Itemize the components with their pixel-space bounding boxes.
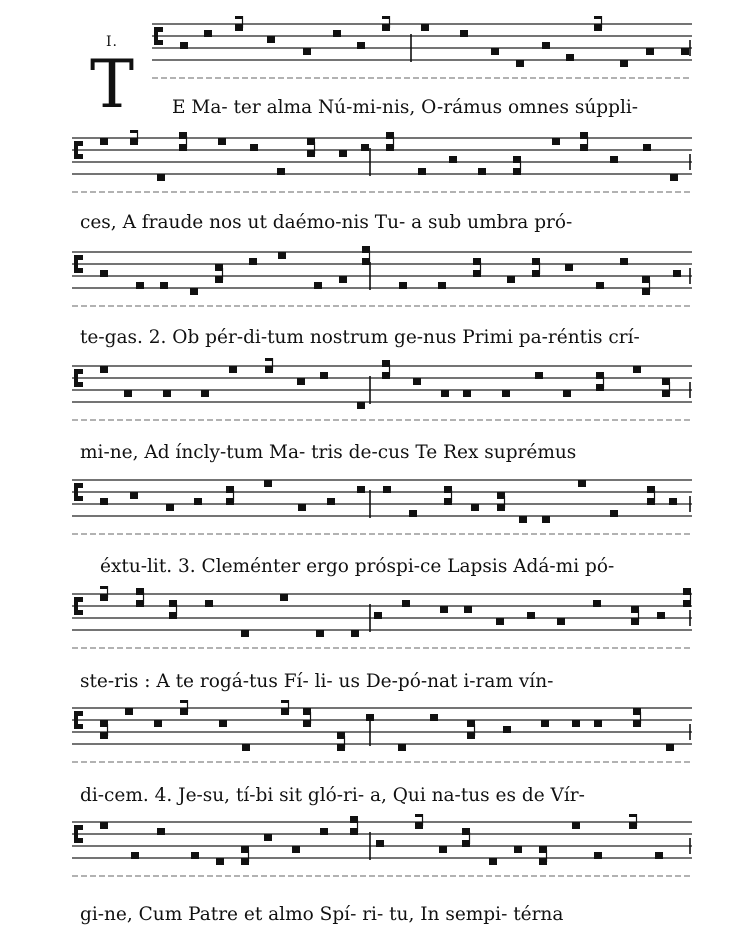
lyric-line-4: mi-ne, Ad íncly-tum Ma- tris de-cus Te Rex suprémus bbox=[80, 442, 577, 463]
neume bbox=[130, 492, 138, 499]
lyric-line-6: ste-ris : A te rogá-tus Fí- li- us De-pó-nat i-ram vín- bbox=[80, 671, 554, 692]
neume bbox=[205, 600, 213, 607]
neume bbox=[542, 516, 550, 523]
neume bbox=[382, 24, 390, 31]
lyric-line-7: di-cem. 4. Je-su, tí-bi sit gló-ri- a, Qui na-tus es de Vír- bbox=[80, 785, 585, 806]
neume bbox=[594, 852, 602, 859]
neume bbox=[666, 744, 674, 751]
staff-system-1 bbox=[0, 16, 740, 96]
neume bbox=[292, 846, 300, 853]
neume bbox=[669, 498, 677, 505]
neume bbox=[320, 828, 328, 835]
neume bbox=[180, 708, 188, 715]
neume bbox=[280, 594, 288, 601]
neume bbox=[532, 270, 540, 277]
neume bbox=[681, 48, 689, 55]
neume-stacked bbox=[337, 732, 345, 739]
neume bbox=[655, 852, 663, 859]
neume bbox=[327, 498, 335, 505]
neume bbox=[303, 720, 311, 727]
neume-stacked bbox=[629, 814, 637, 817]
neume bbox=[201, 390, 209, 397]
neume-stacked bbox=[462, 828, 470, 835]
neume-stacked bbox=[532, 258, 540, 265]
neume bbox=[514, 846, 522, 853]
neume bbox=[399, 282, 407, 289]
neume-stacked bbox=[136, 588, 144, 595]
neume bbox=[194, 498, 202, 505]
neume-stacked bbox=[303, 708, 311, 715]
neume bbox=[136, 600, 144, 607]
neume bbox=[281, 708, 289, 715]
neume bbox=[596, 282, 604, 289]
neume bbox=[516, 60, 524, 67]
neume bbox=[402, 600, 410, 607]
neume bbox=[593, 600, 601, 607]
neume bbox=[361, 144, 369, 151]
lyric-line-8: gi-ne, Cum Patre et almo Spí- ri- tu, In sempi- térna bbox=[80, 904, 564, 925]
neume-stacked bbox=[642, 276, 650, 283]
neume bbox=[430, 714, 438, 721]
staff-svg bbox=[0, 472, 740, 552]
neume bbox=[610, 510, 618, 517]
neume bbox=[620, 258, 628, 265]
neume bbox=[100, 270, 108, 277]
staff-svg bbox=[0, 130, 740, 210]
neume bbox=[563, 390, 571, 397]
neume bbox=[131, 852, 139, 859]
neume-stacked bbox=[539, 846, 547, 853]
neume bbox=[557, 618, 565, 625]
neume bbox=[572, 720, 580, 727]
neume bbox=[643, 144, 651, 151]
neume bbox=[277, 168, 285, 175]
neume bbox=[471, 504, 479, 511]
neume bbox=[215, 276, 223, 283]
neume bbox=[241, 858, 249, 865]
neume bbox=[351, 630, 359, 637]
neume bbox=[552, 138, 560, 145]
neume bbox=[163, 390, 171, 397]
neume bbox=[298, 504, 306, 511]
neume bbox=[541, 720, 549, 727]
neume bbox=[333, 30, 341, 37]
neume bbox=[507, 276, 515, 283]
staff-svg bbox=[0, 16, 740, 96]
lyric-line-5: éxtu-lit. 3. Cleménter ergo próspi-ce Lapsis Adá-mi pó- bbox=[100, 556, 615, 577]
neume bbox=[100, 498, 108, 505]
lyric-line-3: te-gas. 2. Ob pér-di-tum nostrum ge-nus Primi pa-réntis crí- bbox=[80, 327, 640, 348]
neume bbox=[631, 618, 639, 625]
neume-stacked bbox=[169, 600, 177, 607]
neume bbox=[219, 720, 227, 727]
neume-stacked bbox=[241, 846, 249, 853]
neume bbox=[473, 270, 481, 277]
neume-stacked bbox=[130, 130, 138, 133]
neume bbox=[578, 480, 586, 487]
neume-stacked bbox=[382, 16, 390, 19]
neume-stacked bbox=[497, 492, 505, 499]
neume bbox=[421, 24, 429, 31]
neume-stacked bbox=[594, 16, 602, 19]
neume bbox=[191, 852, 199, 859]
neume bbox=[462, 840, 470, 847]
neume-stacked bbox=[467, 720, 475, 727]
neume-stacked bbox=[633, 708, 641, 715]
neume bbox=[218, 138, 226, 145]
neume-stacked bbox=[382, 360, 390, 367]
neume bbox=[154, 720, 162, 727]
neume bbox=[418, 168, 426, 175]
neume bbox=[565, 264, 573, 271]
neume bbox=[320, 372, 328, 379]
neume bbox=[491, 48, 499, 55]
neume bbox=[513, 168, 521, 175]
neume bbox=[633, 366, 641, 373]
neume bbox=[502, 390, 510, 397]
neume bbox=[662, 390, 670, 397]
neume bbox=[100, 732, 108, 739]
staff-system-6 bbox=[0, 586, 740, 666]
neume-stacked bbox=[100, 586, 108, 589]
neume bbox=[633, 720, 641, 727]
neume bbox=[566, 54, 574, 61]
neume bbox=[130, 138, 138, 145]
neume bbox=[610, 156, 618, 163]
neume bbox=[226, 498, 234, 505]
neume bbox=[503, 726, 511, 733]
neume bbox=[409, 510, 417, 517]
neume bbox=[670, 174, 678, 181]
neume bbox=[303, 48, 311, 55]
neume bbox=[357, 402, 365, 409]
neume bbox=[535, 372, 543, 379]
neume-stacked bbox=[180, 700, 188, 703]
neume bbox=[339, 150, 347, 157]
neume bbox=[169, 612, 177, 619]
neume bbox=[673, 270, 681, 277]
neume bbox=[100, 138, 108, 145]
neume bbox=[297, 378, 305, 385]
neume bbox=[647, 498, 655, 505]
neume bbox=[160, 282, 168, 289]
neume bbox=[572, 822, 580, 829]
neume-stacked bbox=[647, 486, 655, 493]
neume bbox=[362, 258, 370, 265]
neume bbox=[441, 390, 449, 397]
neume bbox=[449, 156, 457, 163]
neume bbox=[386, 144, 394, 151]
neume bbox=[489, 858, 497, 865]
neume bbox=[580, 144, 588, 151]
neume bbox=[337, 744, 345, 751]
neume bbox=[204, 30, 212, 37]
neume bbox=[265, 366, 273, 373]
neume bbox=[267, 36, 275, 43]
neume bbox=[229, 366, 237, 373]
neume bbox=[316, 630, 324, 637]
neume bbox=[383, 486, 391, 493]
neume bbox=[278, 252, 286, 259]
neume-stacked bbox=[683, 588, 691, 595]
neume bbox=[527, 612, 535, 619]
neume bbox=[242, 744, 250, 751]
neume bbox=[157, 828, 165, 835]
neume-stacked bbox=[662, 378, 670, 385]
neume bbox=[357, 42, 365, 49]
staff-svg bbox=[0, 700, 740, 780]
neume bbox=[124, 390, 132, 397]
neume bbox=[250, 144, 258, 151]
staff-svg bbox=[0, 244, 740, 324]
neume bbox=[166, 504, 174, 511]
lyric-line-2: ces, A fraude nos ut daémo-nis Tu- a sub umbra pró- bbox=[80, 212, 573, 233]
neume-stacked bbox=[100, 720, 108, 727]
neume bbox=[642, 288, 650, 295]
staff-system-8 bbox=[0, 814, 740, 894]
neume bbox=[374, 612, 382, 619]
neume-stacked bbox=[444, 486, 452, 493]
neume-stacked bbox=[386, 132, 394, 139]
neume bbox=[249, 258, 257, 265]
staff-svg bbox=[0, 586, 740, 666]
neume bbox=[620, 60, 628, 67]
neume bbox=[216, 858, 224, 865]
neume bbox=[307, 150, 315, 157]
neume-stacked bbox=[235, 16, 243, 19]
neume bbox=[539, 858, 547, 865]
neume bbox=[629, 822, 637, 829]
neume-stacked bbox=[415, 814, 423, 817]
neume-stacked bbox=[596, 372, 604, 379]
neume bbox=[415, 822, 423, 829]
neume bbox=[413, 378, 421, 385]
neume bbox=[350, 828, 358, 835]
neume-stacked bbox=[362, 246, 370, 253]
neume-stacked bbox=[513, 156, 521, 163]
neume bbox=[314, 282, 322, 289]
neume bbox=[596, 384, 604, 391]
neume bbox=[683, 600, 691, 607]
staff-system-2 bbox=[0, 130, 740, 210]
neume bbox=[190, 288, 198, 295]
neume-stacked bbox=[281, 700, 289, 703]
neume bbox=[646, 48, 654, 55]
neume bbox=[376, 840, 384, 847]
neume bbox=[100, 366, 108, 373]
neume bbox=[478, 168, 486, 175]
staff-svg bbox=[0, 814, 740, 894]
neume bbox=[438, 282, 446, 289]
neume-stacked bbox=[473, 258, 481, 265]
neume bbox=[179, 144, 187, 151]
neume bbox=[264, 480, 272, 487]
neume bbox=[125, 708, 133, 715]
neume bbox=[382, 372, 390, 379]
neume bbox=[398, 744, 406, 751]
neume bbox=[241, 630, 249, 637]
neume bbox=[496, 618, 504, 625]
neume bbox=[136, 282, 144, 289]
neume bbox=[467, 732, 475, 739]
neume bbox=[497, 504, 505, 511]
neume bbox=[542, 42, 550, 49]
initial-letter: T bbox=[90, 46, 135, 123]
neume bbox=[444, 498, 452, 505]
neume-stacked bbox=[226, 486, 234, 493]
neume-stacked bbox=[350, 816, 358, 823]
staff-system-7 bbox=[0, 700, 740, 780]
neume bbox=[235, 24, 243, 31]
staff-svg bbox=[0, 358, 740, 438]
neume-stacked bbox=[265, 358, 273, 361]
lyric-line-1: E Ma- ter alma Nú-mi-nis, O-rámus omnes súppli- bbox=[172, 97, 639, 118]
neume bbox=[463, 390, 471, 397]
neume-stacked bbox=[215, 264, 223, 271]
neume bbox=[339, 276, 347, 283]
neume bbox=[464, 606, 472, 613]
staff-system-3 bbox=[0, 244, 740, 324]
neume bbox=[100, 822, 108, 829]
neume-stacked bbox=[307, 138, 315, 145]
neume bbox=[357, 486, 365, 493]
neume bbox=[440, 606, 448, 613]
neume bbox=[460, 30, 468, 37]
neume bbox=[264, 834, 272, 841]
chant-number: I. bbox=[106, 34, 118, 50]
neume-stacked bbox=[179, 132, 187, 139]
neume bbox=[180, 42, 188, 49]
neume-stacked bbox=[580, 132, 588, 139]
neume bbox=[657, 612, 665, 619]
neume bbox=[519, 516, 527, 523]
neume bbox=[157, 174, 165, 181]
neume-stacked bbox=[631, 606, 639, 613]
neume bbox=[100, 594, 108, 601]
neume bbox=[439, 846, 447, 853]
neume bbox=[594, 24, 602, 31]
staff-system-5 bbox=[0, 472, 740, 552]
staff-system-4 bbox=[0, 358, 740, 438]
neume bbox=[594, 720, 602, 727]
